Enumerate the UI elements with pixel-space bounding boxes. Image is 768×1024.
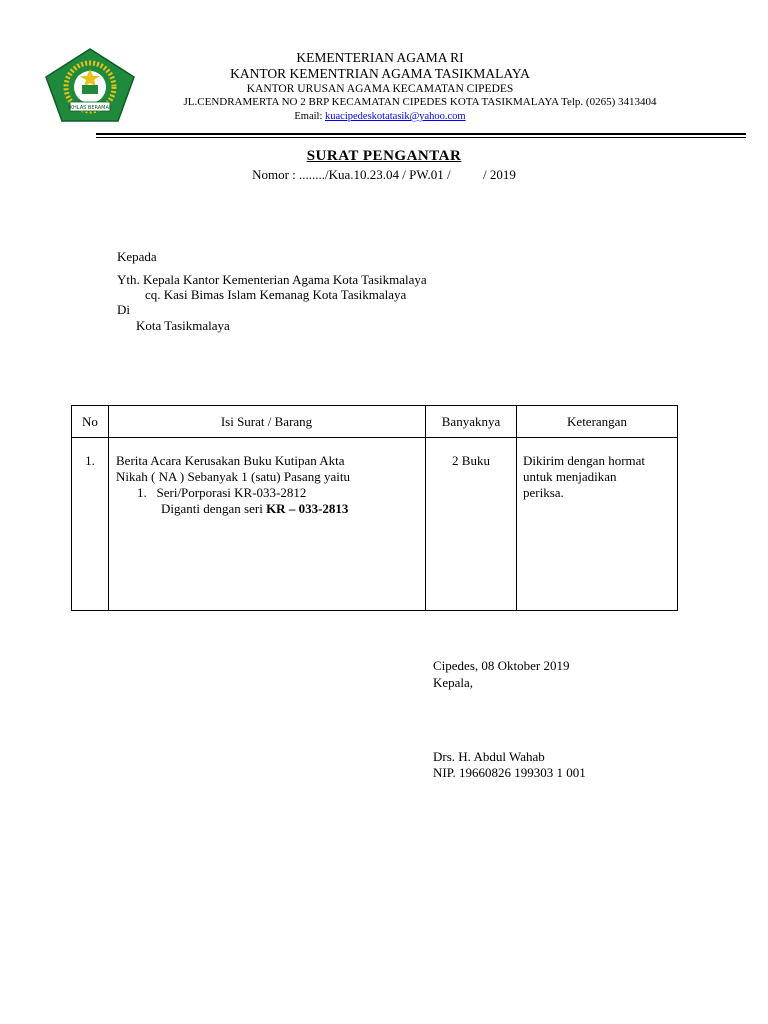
- recipient-cq: cq. Kasi Bimas Islam Kemanag Kota Tasikmalaya: [145, 287, 407, 302]
- signature-role: Kepala,: [433, 675, 474, 690]
- header-office: KANTOR KEMENTRIAN AGAMA TASIKMALAYA: [230, 66, 530, 81]
- ket-line-3: periksa.: [523, 485, 564, 500]
- isi-line-3: 1. Seri/Porporasi KR-033-2812: [137, 485, 307, 500]
- isi-line-2: Nikah ( NA ) Sebanyak 1 (satu) Pasang yaitu: [116, 469, 350, 484]
- signature-nip: NIP. 19660826 199303 1 001: [433, 765, 586, 780]
- recipient-yth: Yth. Kepala Kantor Kementerian Agama Kota Tasikmalaya: [117, 272, 427, 287]
- signature-name: Drs. H. Abdul Wahab: [433, 749, 545, 764]
- logo-motto: IKHLAS BERAMAL: [68, 105, 112, 111]
- items-table: [71, 405, 678, 611]
- recipient-kepada: Kepada: [117, 249, 157, 264]
- recipient-di: Di: [117, 302, 130, 317]
- signature-place-date: Cipedes, 08 Oktober 2019: [433, 658, 570, 673]
- isi-line-1: Berita Acara Kerusakan Buku Kutipan Akta: [116, 453, 345, 468]
- ket-line-1: Dikirim dengan hormat: [523, 453, 646, 468]
- cell-banyaknya: 2 Buku: [426, 438, 517, 611]
- email-label: Email:: [294, 111, 326, 122]
- document-title-wrap: [0, 148, 768, 165]
- cell-keterangan: [517, 438, 678, 611]
- ket-line-2: untuk menjadikan: [523, 469, 617, 484]
- header-rule-thin: [96, 137, 746, 138]
- replacement-serial: KR – 033-2813: [266, 501, 349, 516]
- table-header-row: [72, 406, 678, 438]
- header-email-line: [160, 111, 600, 122]
- cell-isi: [109, 438, 426, 611]
- isi-line-4: [116, 501, 424, 517]
- header-rule-thick: [96, 133, 746, 135]
- document-number: Nomor : ......../Kua.10.23.04 / PW.01 / / 2019: [252, 167, 516, 182]
- col-header-no: No: [72, 406, 109, 438]
- table-row: [72, 438, 678, 611]
- header-address: JL.CENDRAMERTA NO 2 BRP KECAMATAN CIPEDES KOTA TASIKMALAYA Telp. (0265) 3413404: [183, 96, 657, 108]
- header-kua: KANTOR URUSAN AGAMA KECAMATAN CIPEDES: [246, 83, 514, 95]
- header-ministry: KEMENTERIAN AGAMA RI: [296, 50, 464, 65]
- col-header-keterangan: Keterangan: [517, 406, 678, 438]
- cell-no: 1.: [72, 438, 109, 611]
- col-header-banyaknya: Banyaknya: [426, 406, 517, 438]
- isi-line-4-prefix: Diganti dengan seri: [161, 501, 267, 516]
- recipient-kota: Kota Tasikmalaya: [136, 318, 230, 333]
- email-link[interactable]: kuacipedeskotatasik@yahoo.com: [325, 111, 466, 122]
- ministry-logo: [44, 47, 136, 123]
- document-title: SURAT PENGANTAR: [306, 148, 462, 164]
- col-header-isi: Isi Surat / Barang: [109, 406, 426, 438]
